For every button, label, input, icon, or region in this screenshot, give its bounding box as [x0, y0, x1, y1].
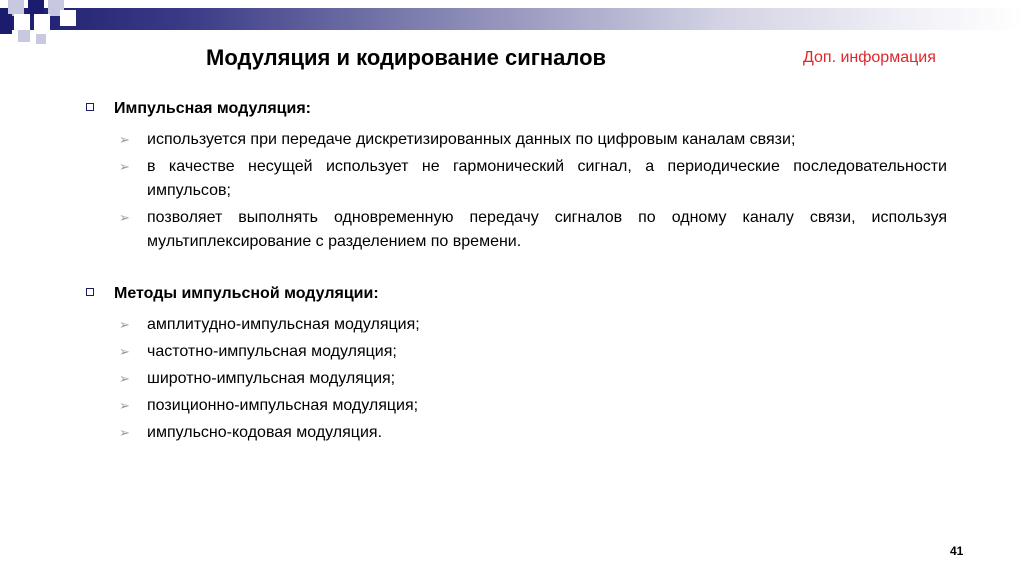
arrow-bullet-icon: ➢ — [119, 371, 130, 386]
section-impulse-methods — [86, 285, 966, 448]
list-item-text: используется при передаче дискретизированных данных по цифровым каналам связи; — [147, 131, 796, 148]
bullet-list — [86, 128, 966, 254]
list-item — [86, 206, 966, 254]
arrow-bullet-icon: ➢ — [119, 210, 130, 225]
list-item-text: амплитудно-импульсная модуляция; — [147, 316, 420, 333]
list-item — [86, 155, 966, 203]
page-number: 41 — [950, 544, 964, 558]
list-item — [86, 421, 966, 445]
list-item — [86, 340, 966, 364]
list-item — [86, 367, 966, 391]
list-item — [86, 313, 966, 337]
bullet-list — [86, 313, 966, 445]
list-item-text: позиционно-импульсная модуляция; — [147, 397, 419, 414]
list-item-text: импульсно-кодовая модуляция. — [147, 424, 383, 441]
decor-square — [0, 14, 12, 34]
list-item-text: позволяет выполнять одновременную передачу сигналов по одному каналу связи, используя мультиплексирование с разделением по времени. — [147, 209, 947, 250]
decor-square — [34, 14, 50, 30]
arrow-bullet-icon: ➢ — [119, 159, 130, 174]
section-heading — [86, 100, 966, 124]
arrow-bullet-icon: ➢ — [119, 425, 130, 440]
decor-square — [18, 30, 30, 42]
list-item — [86, 394, 966, 418]
list-item-text: широтно-импульсная модуляция; — [147, 370, 396, 387]
decor-square — [60, 10, 76, 26]
extra-info-label: Доп. информация — [803, 49, 936, 66]
section-heading-text: Импульсная модуляция: — [114, 100, 311, 117]
list-item-text: в качестве несущей использует не гармонический сигнал, а периодические последовательности импульсов; — [147, 158, 947, 199]
hollow-square-bullet-icon — [86, 288, 94, 296]
arrow-bullet-icon: ➢ — [119, 132, 130, 147]
decor-square — [36, 34, 46, 44]
hollow-square-bullet-icon — [86, 103, 94, 111]
arrow-bullet-icon: ➢ — [119, 344, 130, 359]
arrow-bullet-icon: ➢ — [119, 398, 130, 413]
section-heading-text: Методы импульсной модуляции: — [114, 285, 379, 302]
section-impulse-modulation — [86, 100, 966, 257]
slide-title: Модуляция и кодирование сигналов — [206, 45, 607, 70]
list-item — [86, 128, 966, 152]
list-item-text: частотно-импульсная модуляция; — [147, 343, 397, 360]
arrow-bullet-icon: ➢ — [119, 317, 130, 332]
header-gradient-bar — [0, 8, 1024, 30]
section-heading — [86, 285, 966, 309]
decor-square — [14, 14, 30, 30]
